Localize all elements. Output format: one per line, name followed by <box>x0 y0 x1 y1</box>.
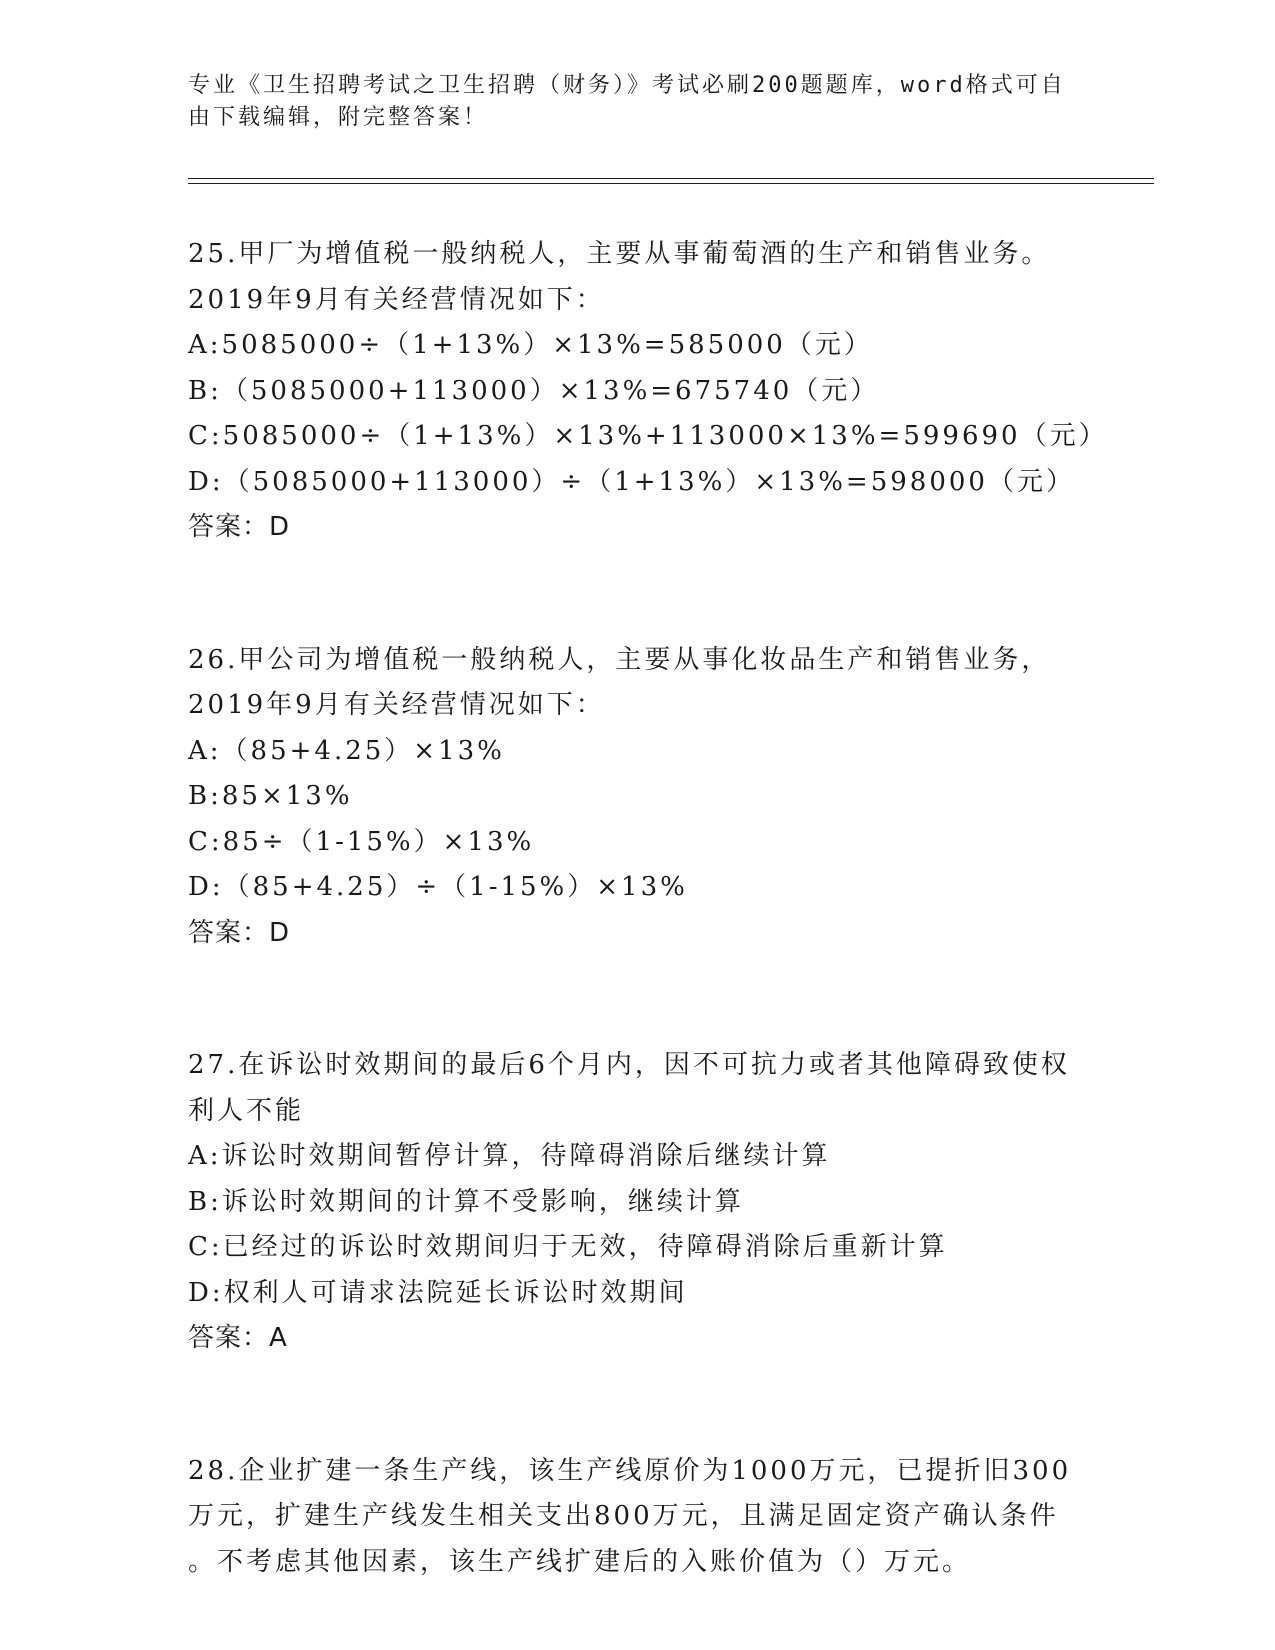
option-b: B:诉讼时效期间的计算不受影响，继续计算 <box>188 1186 744 1217</box>
header-divider-top <box>188 178 1154 179</box>
option-c: C:5085000÷（1+13%）×13%+113000×13%=599690（元） <box>188 421 1108 451</box>
question-stem-line: 2019年9月有关经营情况如下： <box>188 690 605 720</box>
answer-line: 答案：A <box>188 1323 288 1353</box>
option-a: A:诉讼时效期间暂停计算，待障碍消除后继续计算 <box>188 1141 831 1171</box>
question-stem-line: 。不考虑其他因素，该生产线扩建后的入账价值为（）万元。 <box>188 1546 972 1577</box>
document-header <box>188 70 1068 134</box>
question-27 <box>188 1043 1088 1362</box>
question-28 <box>188 1449 1088 1586</box>
question-stem-line: 25.甲厂为增值税一般纳税人，主要从事葡萄酒的生产和销售业务。 <box>188 239 1051 269</box>
option-c: C:85÷（1-15%）×13% <box>188 826 535 857</box>
option-d: D:权利人可请求法院延长诉讼时效期间 <box>188 1277 688 1308</box>
header-line-2: 由下载编辑，附完整答案！ <box>188 105 489 130</box>
option-b: B:85×13% <box>188 781 353 811</box>
question-stem-line: 27.在诉讼时效期间的最后6个月内，因不可抗力或者其他障碍致使权 <box>188 1050 1070 1080</box>
question-list <box>188 232 1108 1585</box>
option-d: D:（5085000+113000）÷（1+13%）×13%=598000（元） <box>188 466 1075 497</box>
option-c: C:已经过的诉讼时效期间归于无效，待障碍消除后重新计算 <box>188 1232 948 1262</box>
option-d: D:（85+4.25）÷（1-15%）×13% <box>188 872 688 902</box>
question-stem-line: 万元，扩建生产线发生相关支出800万元，且满足固定资产确认条件 <box>188 1501 1059 1531</box>
question-stem-line: 28.企业扩建一条生产线，该生产线原价为1000万元，已提折旧300 <box>188 1455 1072 1486</box>
option-a: A:（85+4.25）×13% <box>188 735 505 766</box>
option-b: B:（5085000+113000）×13%=675740（元） <box>188 375 880 406</box>
question-25 <box>188 232 1108 551</box>
header-line-1: 专业《卫生招聘考试之卫生招聘（财务）》考试必刷200题题库，word格式可自 <box>188 73 1066 98</box>
header-divider-bottom <box>188 183 1154 184</box>
answer-line: 答案：D <box>188 917 291 948</box>
question-stem-line: 26.甲公司为增值税一般纳税人，主要从事化妆品生产和销售业务， <box>188 644 1051 675</box>
option-a: A:5085000÷（1+13%）×13%=585000（元） <box>188 330 873 360</box>
question-stem-line: 2019年9月有关经营情况如下： <box>188 284 605 315</box>
question-stem-line: 利人不能 <box>188 1095 305 1126</box>
answer-line: 答案：D <box>188 512 291 542</box>
question-26 <box>188 638 1088 957</box>
